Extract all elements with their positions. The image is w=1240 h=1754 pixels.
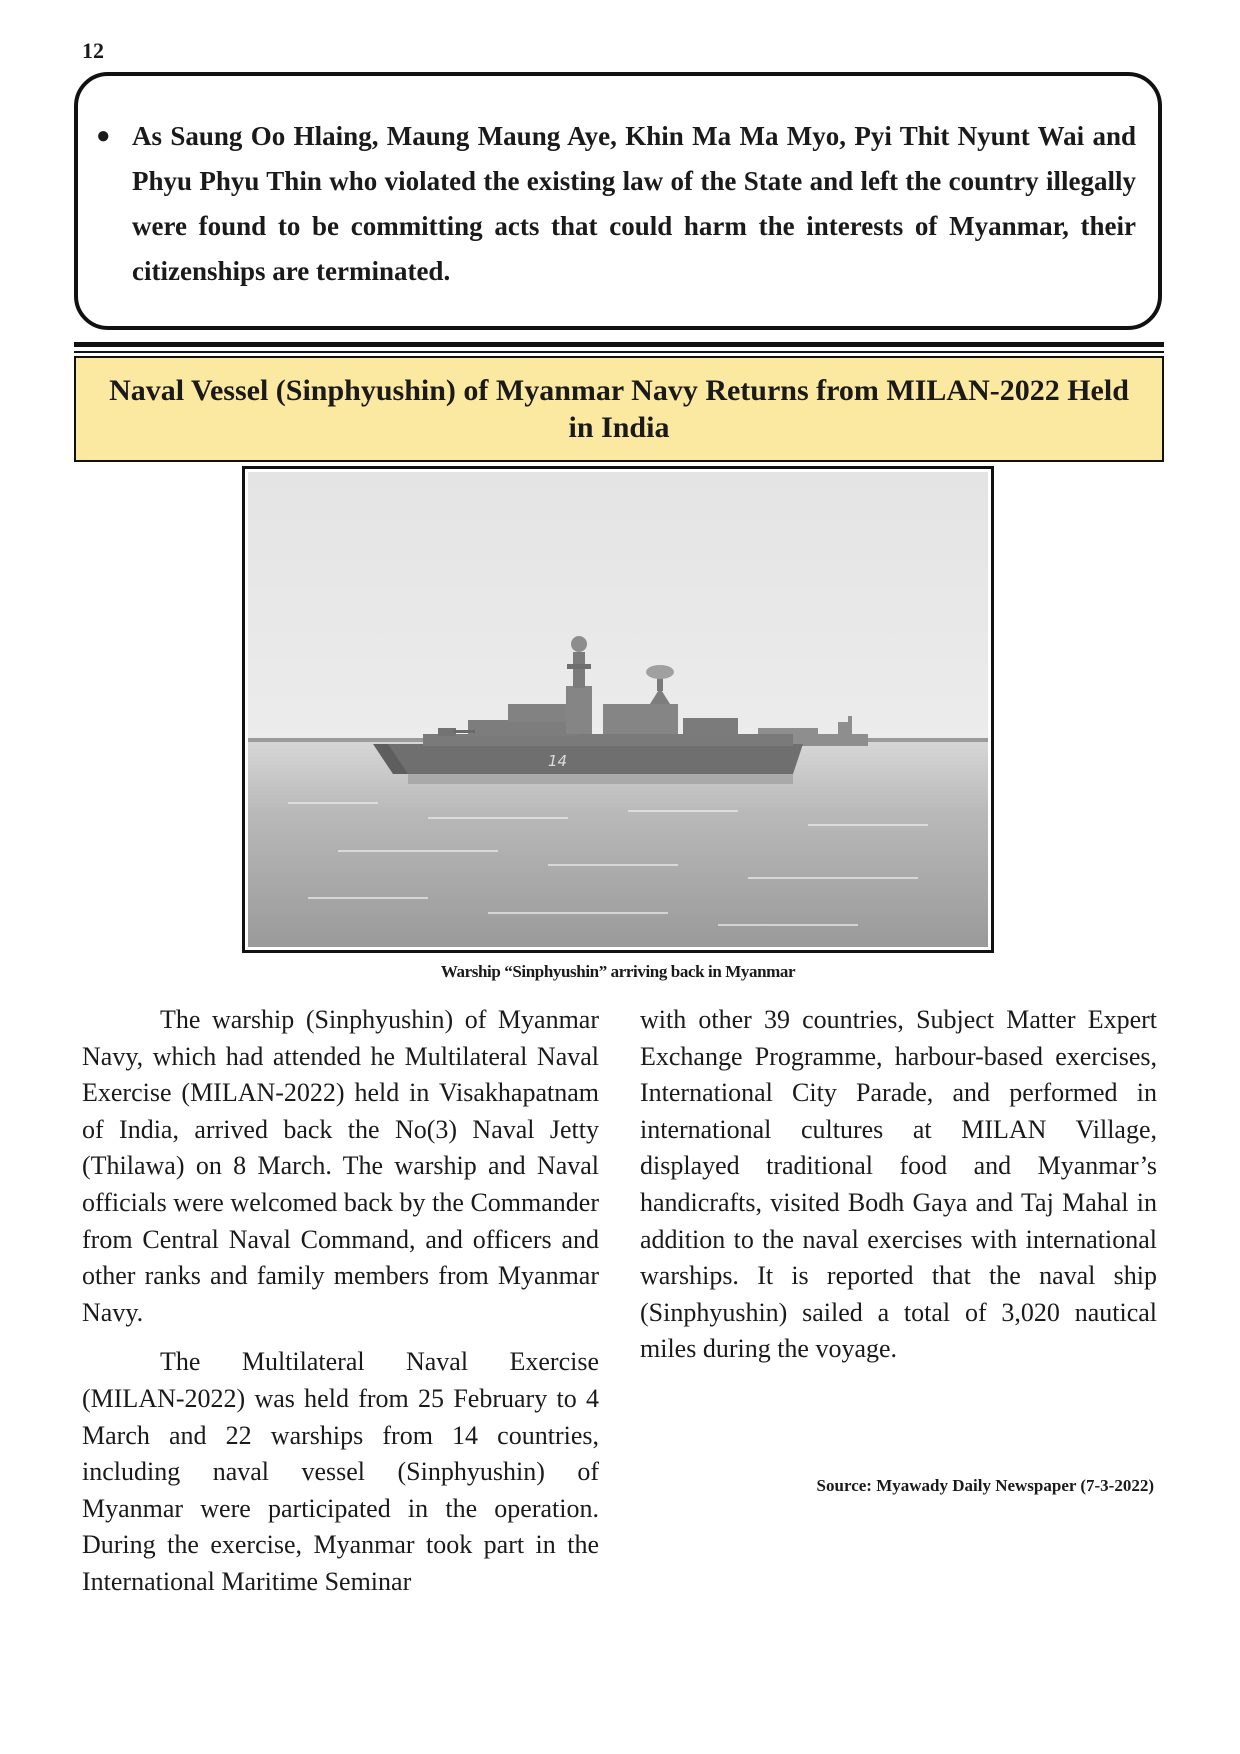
divider-thin (74, 351, 1164, 353)
article-column-right (640, 1002, 1157, 1381)
headline-box (74, 356, 1164, 462)
article-source: Source: Myawady Daily Newspaper (7-3-2022) (816, 1476, 1154, 1495)
divider-thick (74, 342, 1164, 347)
article-headline: Naval Vessel (Sinphyushin) of Myanmar Navy Returns from MILAN-2022 Held in India (109, 374, 1129, 444)
hull-number: 14 (548, 752, 568, 770)
article-paragraph-3: with other 39 countries, Subject Matter Expert Exchange Programme, harbour-based exercises, International City Parade, and performed in international cultures at MILAN Village, displayed traditional food and Myanmar’s handicrafts, visited Bodh Gaya and Taj Mahal in addition to the naval exercises with international warships. It is reported that the naval ship (Sinphyushin) sailed a total of 3,020 nautical miles during the voyage. (640, 1005, 1157, 1364)
bullet-icon: ● (96, 123, 111, 149)
photo-caption: Warship “Sinphyushin” arriving back in Myanmar (440, 962, 796, 981)
notice-text: As Saung Oo Hlaing, Maung Maung Aye, Khin Ma Ma Myo, Pyi Thit Nyunt Wai and Phyu Phyu Thin who violated the existing law of the State and left the country illegally were found to be committing acts that could harm the interests of Myanmar, their citizenships are terminated. (132, 121, 1136, 286)
article-paragraph-1: The warship (Sinphyushin) of Myanmar Navy, which had attended he Multilateral Naval Exercise (MILAN-2022) held in Visakhapatnam of India, arrived back the No(3) Naval Jetty (Thilawa) on 8 March. The warship and Naval officials were welcomed back by the Commander from Central Naval Command, and officers and other ranks and family members from Myanmar Navy. (82, 1005, 599, 1327)
notice-item (96, 114, 1136, 294)
warship-photo (242, 466, 994, 953)
article-paragraph-2: The Multilateral Naval Exercise (MILAN-2022) was held from 25 February to 4 March and 22 warships from 14 countries, including naval vessel (Sinphyushin) of Myanmar were participated in the operation. During the exercise, Myanmar took part in the International Maritime Seminar (82, 1347, 599, 1596)
notice-box (74, 72, 1162, 330)
warship-illustration (248, 472, 988, 947)
page-number: 12 (82, 38, 104, 63)
article-column-left (82, 1002, 599, 1614)
